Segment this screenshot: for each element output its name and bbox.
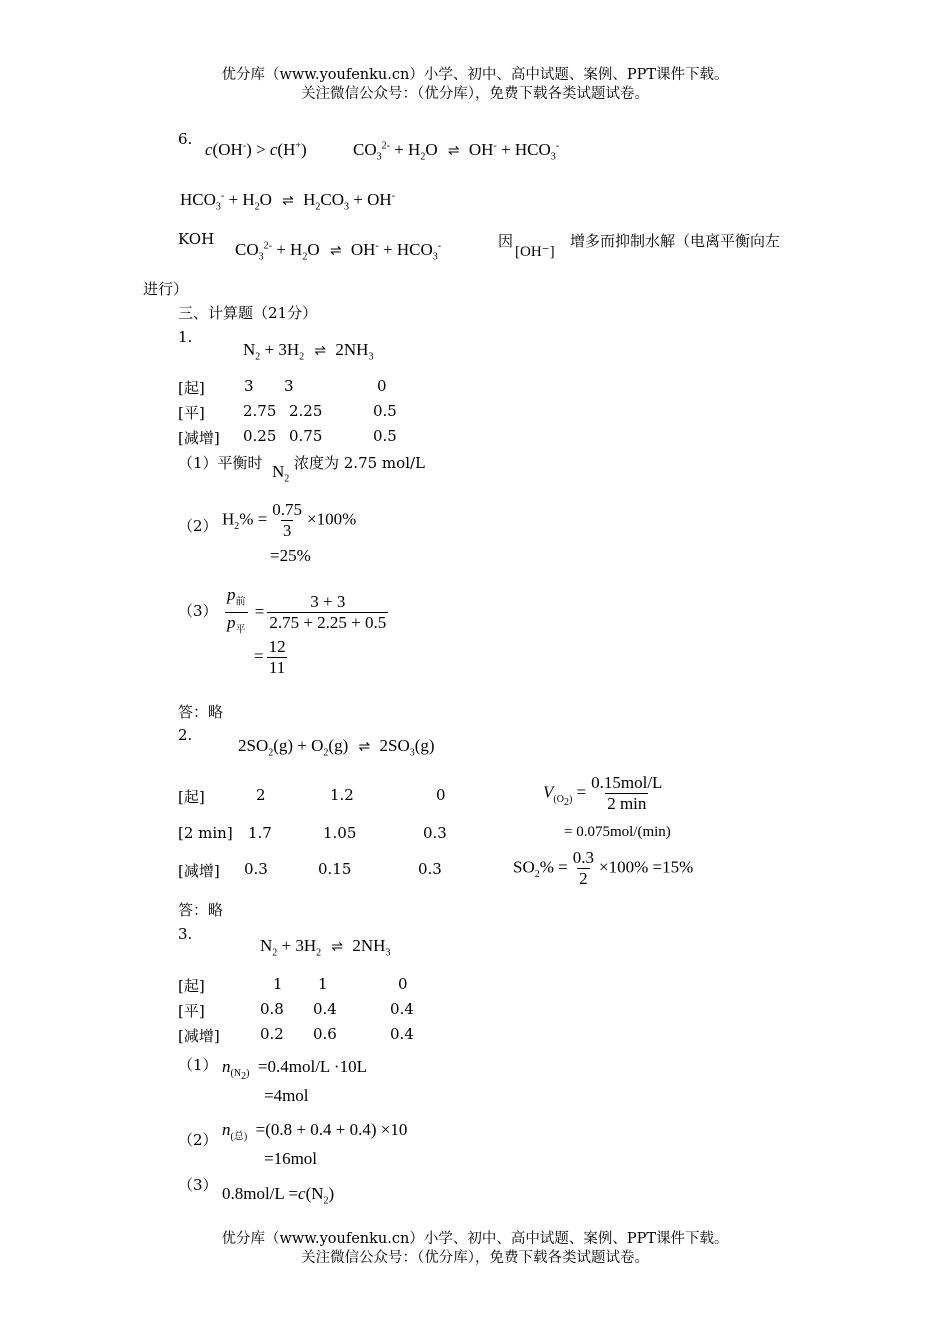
q6-inequality: c(OH-) > c(H+) [205, 140, 307, 159]
table-cell: 0.3 [423, 824, 447, 842]
q6-conclusion: 增多而抑制水解（电离平衡向左 [570, 232, 781, 250]
calc-1-answer: 答：略 [178, 703, 224, 721]
table-row-label: [减增] [178, 1027, 220, 1045]
calc-2-percent-formula: $SO_2\%$ = $\frac{0.3}{2}$ ×100% =15% [513, 848, 694, 888]
calc-1-part-1-suffix: 浓度为 2.75 mol/L [294, 454, 426, 472]
q6-oh-bracket: [OH⁻] [515, 244, 555, 260]
table-row-label: [平] [178, 1002, 205, 1020]
section-title: 三、计算题（21分） [178, 304, 318, 322]
table-cell: 0.3 [418, 860, 442, 878]
table-cell: 0.4 [313, 1000, 337, 1018]
calc-3-equation: $N_2 + 3H_2$ ⇌ $2NH_3$ [260, 936, 391, 959]
table-cell: 1.2 [330, 786, 354, 804]
calc-3-part-1-label: （1） [178, 1056, 218, 1074]
table-row-label: [起] [178, 977, 205, 995]
header-line-2: 关注微信公众号：（优分库），免费下载各类试题试卷。 [301, 86, 649, 102]
table-row-label: [起] [178, 379, 205, 397]
calc-1-number: 1. [178, 328, 193, 346]
table-cell: 2.25 [289, 402, 323, 420]
calc-2-rate-formula: $V_{(O_2)}$ = $\frac{\text{0.15mol/L}}{2 \min}$ [543, 773, 663, 813]
table-cell: 0.4 [390, 1025, 414, 1043]
table-cell: 0.2 [260, 1025, 284, 1043]
calc-1-part-3-formula: $\frac{p_前}{p_平}$ = $\frac{3 + 3}{2.75 + 2.25 + 0.5}$ [222, 585, 391, 641]
calc-1-part-3-label: （3） [178, 602, 218, 620]
q6-conclusion-cont: 进行） [143, 280, 189, 298]
calc-3-part-1-result: =4mol [264, 1086, 309, 1105]
table-row-label: [减增] [178, 862, 220, 880]
calc-1-part-1-prefix: （1）平衡时 [178, 454, 263, 472]
table-cell: 0.15 [318, 860, 352, 878]
table-cell: 1 [318, 975, 328, 993]
table-row-label: [起] [178, 788, 205, 806]
table-cell: 0.25 [243, 427, 277, 445]
q6-koh-label: KOH [178, 230, 215, 248]
footer-line-1: 优分库（www.youfenku.cn）小学、初中、高中试题、案例、PPT课件下载。 [221, 1231, 729, 1247]
calc-2-equation: $2SO_2(g) + O_2(g)$ ⇌ $2SO_3(g)$ [238, 736, 435, 759]
calc-3-part-2-result: =16mol [264, 1149, 318, 1168]
header-line-1: 优分库（www.youfenku.cn）小学、初中、高中试题、案例、PPT课件下载。 [221, 67, 729, 83]
table-cell: 0.5 [373, 427, 397, 445]
table-cell: 1 [273, 975, 283, 993]
q6-hydrolysis-2: $HCO_3^- + H_2O$ ⇌ $H_2CO_3 + OH^-$ [180, 190, 396, 213]
table-cell: 3 [244, 377, 254, 395]
table-cell: 0 [398, 975, 408, 993]
table-cell: 0 [436, 786, 446, 804]
table-row-label: [减增] [178, 429, 220, 447]
table-cell: 0 [377, 377, 387, 395]
calc-3-part-2-formula: $n_{(总)} =(0.8 + 0.4 + 0.4) \times 10$ [222, 1120, 408, 1143]
calc-3-part-2-label: （2） [178, 1131, 218, 1149]
table-cell: 0.4 [390, 1000, 414, 1018]
calc-2-answer: 答：略 [178, 901, 224, 919]
calc-3-part-3-formula: $0.8mol/L =c(N_2)$ [222, 1184, 335, 1207]
table-cell: 0.3 [244, 860, 268, 878]
table-row-label: [平] [178, 404, 205, 422]
table-cell: 3 [284, 377, 294, 395]
table-cell: 0.8 [260, 1000, 284, 1018]
q6-hydrolysis-1: $CO_3^{2-} + H_2O$ ⇌ $OH^- + HCO_3^-$ [353, 140, 560, 163]
calc-3-part-1-formula: $n_{(N_2)} =0.4mol/L \cdot 10L$ [222, 1057, 367, 1083]
calc-1-equation: $N_2 + 3H_2$ ⇌ $2NH_3$ [243, 340, 374, 363]
n2-symbol: $N_2$ [272, 462, 290, 485]
table-row-label: [2 min] [178, 824, 233, 842]
table-cell: 2.75 [243, 402, 277, 420]
table-cell: 0.75 [289, 427, 323, 445]
table-cell: 0.5 [373, 402, 397, 420]
table-cell: 1.7 [248, 824, 272, 842]
table-cell: 0.6 [313, 1025, 337, 1043]
q6-because: 因 [498, 232, 514, 250]
calc-1-part-2-result: =25% [270, 546, 311, 565]
calc-3-number: 3. [178, 925, 193, 943]
table-cell: 1.05 [323, 824, 357, 842]
question-6-number: 6. [178, 130, 193, 148]
calc-2-rate-result: = 0.075mol/(min) [564, 824, 671, 840]
footer-line-2: 关注微信公众号：（优分库），免费下载各类试题试卷。 [301, 1250, 649, 1266]
calc-2-number: 2. [178, 726, 193, 744]
table-cell: 2 [256, 786, 266, 804]
calc-3-part-3-label: （3） [178, 1176, 218, 1194]
q6-hydrolysis-3: $CO_3^{2-} + H_2O$ ⇌ $OH^- + HCO_3^-$ [235, 240, 442, 263]
calc-1-part-3-result: = $\frac{12}{11}$ [254, 637, 286, 677]
calc-1-part-2-label: （2） [178, 517, 218, 535]
calc-1-part-2-formula: $H_2\%$ = $\frac{0.75}{3}$ ×100% [222, 500, 357, 540]
